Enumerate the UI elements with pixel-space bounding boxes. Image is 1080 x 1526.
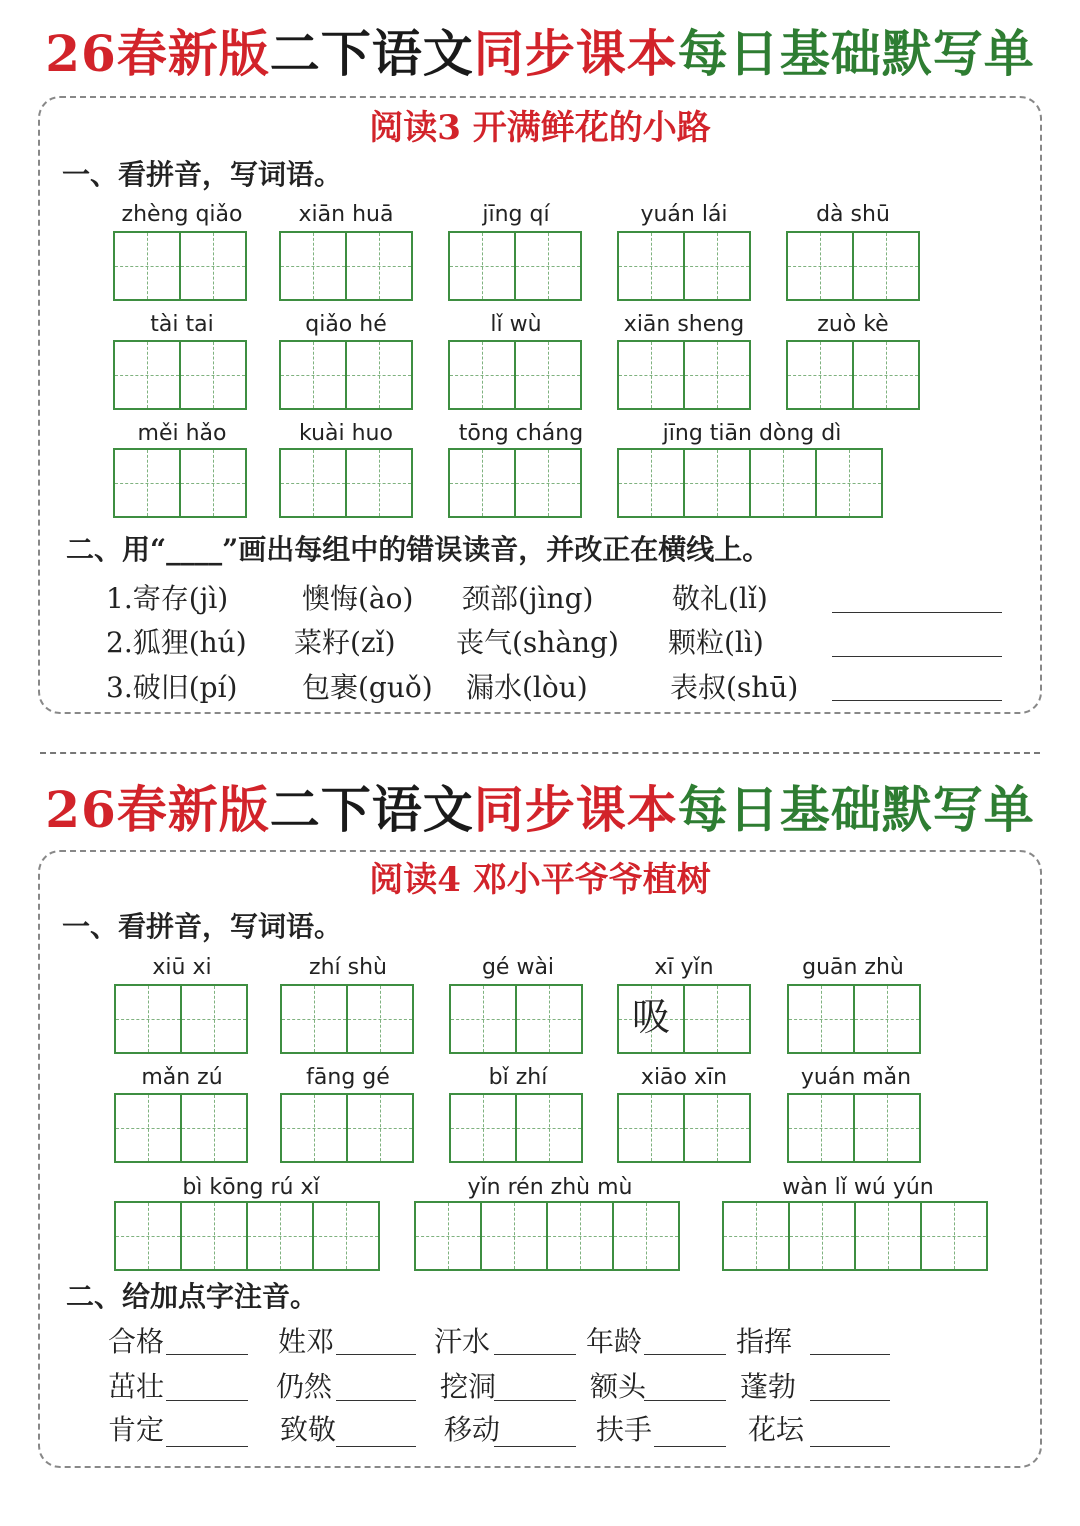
grid-cell[interactable]: [920, 1201, 988, 1271]
grid-cell[interactable]: [114, 1201, 182, 1271]
list-item: 花坛: [748, 1413, 805, 1446]
grid-cell[interactable]: [113, 231, 181, 301]
grid-cell[interactable]: [414, 1201, 482, 1271]
grid-cell[interactable]: [279, 231, 347, 301]
answer-line[interactable]: [810, 1446, 890, 1447]
section-heading: 一、看拼音，写词语。: [62, 910, 343, 943]
answer-line[interactable]: [166, 1446, 248, 1447]
list-item: 表叔(shū): [670, 671, 799, 704]
list-item: 姓邓: [278, 1325, 335, 1358]
writing-grid[interactable]: [279, 231, 413, 301]
list-item: 致敬: [280, 1413, 337, 1446]
grid-cell[interactable]: [179, 448, 247, 518]
grid-cell[interactable]: [749, 448, 817, 518]
grid-cell[interactable]: [617, 231, 685, 301]
grid-cell[interactable]: [448, 340, 516, 410]
list-item: 额头: [590, 1370, 647, 1403]
pinyin-label: zhí shù: [309, 955, 387, 980]
grid-cell[interactable]: [617, 340, 685, 410]
grid-cell[interactable]: [345, 231, 413, 301]
pinyin-label: jīng qí: [482, 202, 550, 227]
list-item: 颈部(jìng): [462, 582, 594, 615]
pinyin-label: dà shū: [816, 202, 890, 227]
grid-cell[interactable]: [515, 1093, 583, 1163]
grid-cell[interactable]: [279, 340, 347, 410]
writing-grid[interactable]: [113, 448, 247, 518]
page-divider: [40, 752, 1040, 754]
grid-cell[interactable]: [514, 448, 582, 518]
grid-cell[interactable]: [612, 1201, 680, 1271]
grid-cell[interactable]: [113, 340, 181, 410]
list-item: 扶手: [596, 1413, 653, 1446]
pinyin-label: zhèng qiǎo: [121, 202, 243, 227]
grid-cell[interactable]: [279, 448, 347, 518]
list-item: 菜籽(zǐ): [294, 626, 396, 659]
pinyin-label: fāng gé: [306, 1065, 390, 1090]
list-item: 敬礼(lǐ): [672, 582, 768, 615]
list-item: 蓬勃: [740, 1370, 797, 1403]
grid-cell[interactable]: [788, 1201, 856, 1271]
pinyin-label: bì kōng rú xǐ: [182, 1175, 320, 1200]
pinyin-label: yuán mǎn: [800, 1065, 912, 1090]
pinyin-label: yǐn rén zhù mù: [467, 1175, 633, 1200]
grid-cell[interactable]: [854, 1201, 922, 1271]
grid-cell[interactable]: [683, 231, 751, 301]
pinyin-label: qiǎo hé: [305, 312, 387, 337]
writing-grid[interactable]: [280, 984, 414, 1054]
answer-line[interactable]: [166, 1400, 248, 1401]
grid-cell[interactable]: [683, 1093, 751, 1163]
writing-grid[interactable]: [280, 1093, 414, 1163]
list-item: 仍然: [276, 1370, 333, 1403]
list-item: 肯定: [108, 1413, 165, 1446]
writing-grid[interactable]: [786, 231, 920, 301]
grid-cell[interactable]: [280, 984, 348, 1054]
grid-cell[interactable]: [480, 1201, 548, 1271]
grid-cell[interactable]: [852, 340, 920, 410]
grid-cell[interactable]: [346, 984, 414, 1054]
pinyin-label: mǎn zú: [141, 1065, 223, 1090]
list-item: 1.寄存(jì): [106, 582, 229, 615]
list-item: 包裹(guǒ): [302, 671, 433, 704]
pinyin-label: xī yǐn: [654, 955, 714, 980]
writing-grid[interactable]: [617, 984, 751, 1054]
grid-cell[interactable]: [853, 1093, 921, 1163]
writing-grid[interactable]: [617, 340, 751, 410]
list-item: 年龄: [586, 1325, 643, 1358]
grid-cell[interactable]: [786, 231, 854, 301]
list-item: 颗粒(lì): [668, 626, 764, 659]
writing-grid[interactable]: [113, 231, 247, 301]
grid-cell[interactable]: [722, 1201, 790, 1271]
answer-line[interactable]: [832, 612, 1002, 613]
pinyin-label: xiū xi: [152, 955, 212, 980]
grid-cell[interactable]: [180, 1093, 248, 1163]
grid-cell[interactable]: [815, 448, 883, 518]
answer-line[interactable]: [494, 1446, 576, 1447]
grid-cell[interactable]: [787, 1093, 855, 1163]
section-heading: 二、用“____”画出每组中的错误读音，并改正在横线上。: [66, 533, 771, 566]
answer-line[interactable]: [494, 1400, 576, 1401]
writing-grid[interactable]: [279, 340, 413, 410]
list-item: 合格: [108, 1325, 165, 1358]
list-item: 懊悔(ào): [302, 582, 414, 615]
writing-grid[interactable]: [279, 448, 413, 518]
page-title: 26春新版二下语文同步课本每日基础默写单: [45, 24, 1035, 83]
grid-cell[interactable]: [683, 448, 751, 518]
pinyin-label: xiāo xīn: [640, 1065, 728, 1090]
answer-line[interactable]: [336, 1446, 416, 1447]
lesson-title: 阅读4 邓小平爷爷植树: [369, 860, 711, 900]
grid-cell[interactable]: [546, 1201, 614, 1271]
grid-cell[interactable]: [683, 340, 751, 410]
list-item: 挖洞: [440, 1370, 497, 1403]
writing-grid[interactable]: [449, 1093, 583, 1163]
grid-cell[interactable]: [787, 984, 855, 1054]
pinyin-label: wàn lǐ wú yún: [782, 1175, 934, 1200]
writing-grid[interactable]: [113, 340, 247, 410]
pinyin-label: guān zhù: [802, 955, 904, 980]
writing-grid[interactable]: [114, 1093, 248, 1163]
pinyin-label: tōng cháng: [458, 421, 584, 446]
pinyin-label: xiān huā: [298, 202, 394, 227]
grid-cell[interactable]: [280, 1093, 348, 1163]
answer-line[interactable]: [810, 1354, 890, 1355]
writing-grid[interactable]: [722, 1201, 988, 1271]
list-item: 3.破旧(pí): [106, 671, 238, 704]
grid-cell[interactable]: [514, 340, 582, 410]
page-title: 26春新版二下语文同步课本每日基础默写单: [45, 780, 1035, 839]
grid-cell[interactable]: [180, 984, 248, 1054]
grid-cell[interactable]: [852, 231, 920, 301]
grid-cell[interactable]: [448, 231, 516, 301]
grid-cell[interactable]: [514, 231, 582, 301]
pinyin-label: bǐ zhí: [488, 1065, 548, 1090]
grid-cell[interactable]: [179, 340, 247, 410]
grid-cell[interactable]: [683, 984, 751, 1054]
answer-line[interactable]: [654, 1446, 726, 1447]
answer-line[interactable]: [644, 1354, 726, 1355]
section-heading: 一、看拼音，写词语。: [62, 158, 343, 191]
writing-grid[interactable]: [617, 231, 751, 301]
pinyin-label: tài tai: [150, 312, 214, 337]
list-item: 丧气(shàng): [456, 626, 619, 659]
grid-cell[interactable]: [113, 448, 181, 518]
grid-cell[interactable]: [853, 984, 921, 1054]
writing-grid[interactable]: [448, 231, 582, 301]
grid-cell[interactable]: [179, 231, 247, 301]
pinyin-label: kuài huo: [299, 421, 393, 446]
pinyin-label: měi hǎo: [137, 421, 227, 446]
filled-character: 吸: [631, 995, 670, 1039]
writing-grid[interactable]: [786, 340, 920, 410]
answer-line[interactable]: [336, 1354, 416, 1355]
answer-line[interactable]: [810, 1400, 890, 1401]
answer-line[interactable]: [166, 1354, 248, 1355]
writing-grid[interactable]: [787, 1093, 921, 1163]
pinyin-label: xiān sheng: [623, 312, 745, 337]
lesson-title: 阅读3 开满鲜花的小路: [369, 108, 711, 148]
answer-line[interactable]: [832, 656, 1002, 657]
grid-cell[interactable]: [617, 1093, 685, 1163]
answer-line[interactable]: [494, 1354, 576, 1355]
list-item: 汗水: [434, 1325, 491, 1358]
grid-cell[interactable]: [345, 448, 413, 518]
grid-cell[interactable]: [449, 1093, 517, 1163]
writing-grid[interactable]: [414, 1201, 680, 1271]
writing-grid[interactable]: [448, 340, 582, 410]
writing-grid[interactable]: [617, 1093, 751, 1163]
list-item: 指挥: [736, 1325, 793, 1358]
list-item: 移动: [444, 1413, 501, 1446]
grid-cell[interactable]: [515, 984, 583, 1054]
answer-line[interactable]: [644, 1400, 726, 1401]
grid-cell[interactable]: [786, 340, 854, 410]
writing-grid[interactable]: [114, 984, 248, 1054]
writing-grid[interactable]: [787, 984, 921, 1054]
list-item: 茁壮: [108, 1370, 165, 1403]
grid-cell[interactable]: [312, 1201, 380, 1271]
writing-grid[interactable]: [449, 984, 583, 1054]
grid-cell[interactable]: [617, 984, 685, 1054]
list-item: 2.狐狸(hú): [106, 626, 247, 659]
pinyin-label: jīng tiān dòng dì: [662, 421, 842, 446]
list-item: 漏水(lòu): [466, 671, 588, 704]
pinyin-label: zuò kè: [817, 312, 889, 337]
pinyin-label: yuán lái: [640, 202, 728, 227]
grid-cell[interactable]: [449, 984, 517, 1054]
writing-grid[interactable]: [114, 1201, 380, 1271]
answer-line[interactable]: [336, 1400, 416, 1401]
grid-cell[interactable]: [345, 340, 413, 410]
grid-cell[interactable]: [448, 448, 516, 518]
grid-cell[interactable]: [114, 1093, 182, 1163]
grid-cell[interactable]: [180, 1201, 248, 1271]
section-heading: 二、给加点字注音。: [66, 1280, 319, 1313]
grid-cell[interactable]: [617, 448, 685, 518]
grid-cell[interactable]: [114, 984, 182, 1054]
pinyin-label: lǐ wù: [490, 312, 542, 337]
writing-grid[interactable]: [617, 448, 883, 518]
answer-line[interactable]: [832, 700, 1002, 701]
pinyin-label: gé wài: [481, 955, 555, 980]
grid-cell[interactable]: [346, 1093, 414, 1163]
writing-grid[interactable]: [448, 448, 582, 518]
grid-cell[interactable]: [246, 1201, 314, 1271]
